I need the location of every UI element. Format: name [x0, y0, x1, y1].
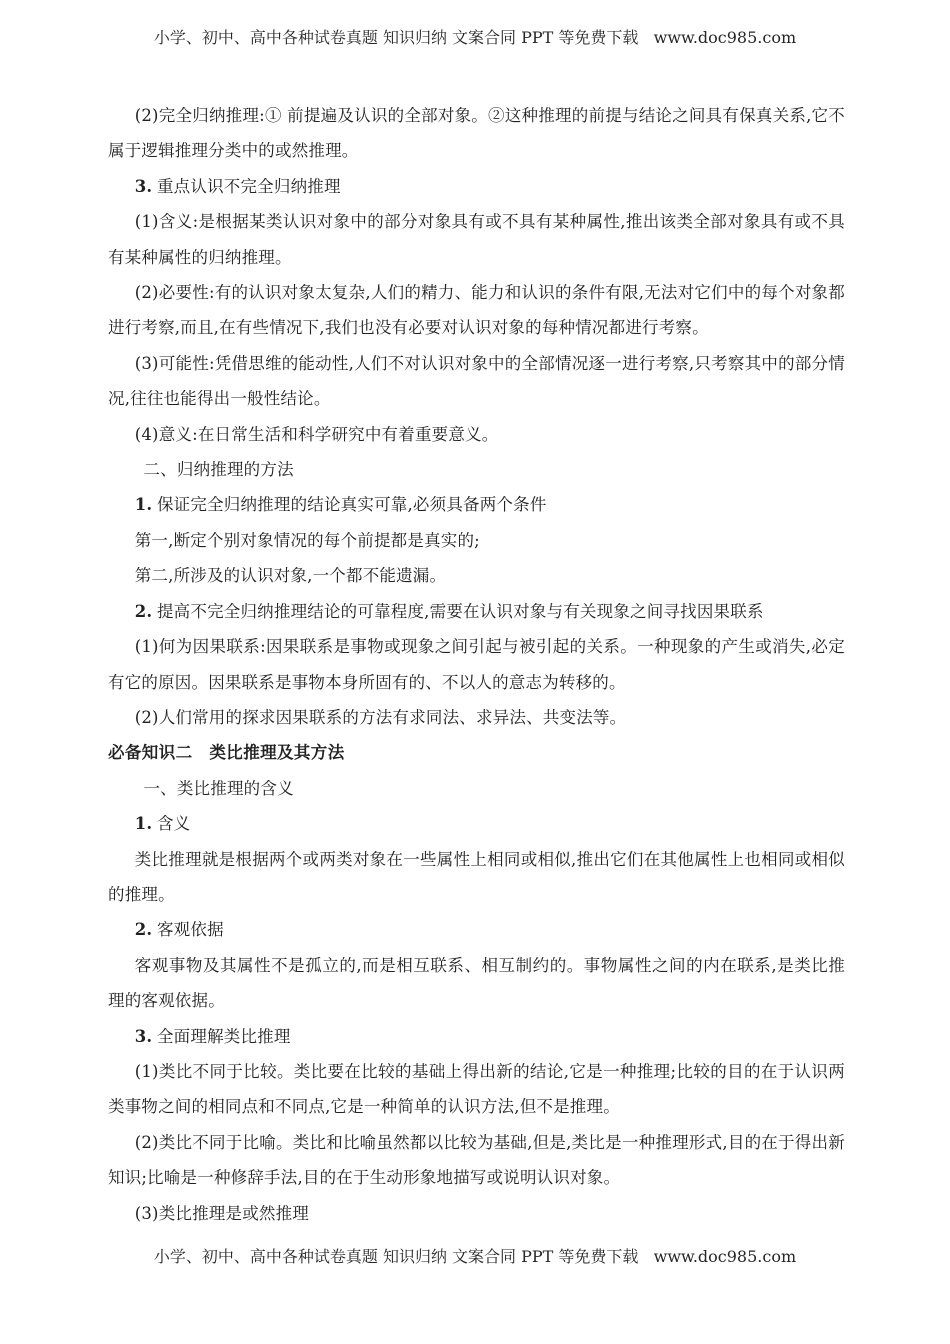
paragraph: 第二,所涉及的认识对象,一个都不能遗漏。: [134, 566, 447, 586]
paragraph: (1)含义:是根据某类认识对象中的部分对象具有或不具有某种属性,推出该类全部对象具有或不具有某种属性的归纳推理。: [108, 212, 845, 267]
paragraph: 客观事物及其属性不是孤立的,而是相互联系、相互制约的。事物属性之间的内在联系,是类比推理的客观依据。: [108, 955, 845, 1011]
paragraph: [108, 1019, 845, 1054]
header-watermark: [0, 27, 950, 49]
footer-url: www.doc985.com: [653, 1247, 797, 1266]
paragraph: [108, 169, 845, 204]
item-number: 3.: [134, 1026, 153, 1046]
item-number: 1.: [134, 814, 153, 834]
footer-watermark-text: 小学、初中、高中各种试卷真题 知识归纳 文案合同 PPT 等免费下载: [153, 1247, 639, 1266]
sub-heading: 二、归纳推理的方法: [143, 460, 294, 480]
item-text: 客观依据: [156, 920, 224, 940]
item-text: 含义: [156, 814, 191, 834]
paragraph: [108, 594, 845, 629]
paragraph: [108, 487, 845, 522]
paragraph: (2)类比不同于比喻。类比和比喻虽然都以比较为基础,但是,类比是一种推理形式,目的在于得出新知识;比喻是一种修辞手法,目的在于生动形象地描写或说明认识对象。: [108, 1132, 845, 1188]
paragraph: 类比推理就是根据两个或两类对象在一些属性上相同或相似,推出它们在其他属性上也相同或相似的推理。: [108, 849, 845, 904]
paragraph: (2)完全归纳推理:① 前提遍及认识的全部对象。②这种推理的前提与结论之间具有保真关系,它不属于逻辑推理分类中的或然推理。: [108, 106, 845, 161]
sub-heading: 一、类比推理的含义: [143, 778, 294, 798]
item-number: 1.: [134, 495, 153, 515]
document-body: [108, 98, 845, 1231]
footer-watermark: [0, 1246, 950, 1268]
item-number: 2.: [134, 920, 153, 940]
item-text: 提高不完全归纳推理结论的可靠程度,需要在认识对象与有关现象之间寻找因果联系: [156, 601, 764, 621]
section-heading: 必备知识二 类比推理及其方法: [108, 743, 345, 763]
paragraph: (2)必要性:有的认识对象太复杂,人们的精力、能力和认识的条件有限,无法对它们中的每个对象都进行考察,而且,在有些情况下,我们也没有必要对认识对象的每种情况都进行考察。: [108, 283, 845, 338]
header-url: www.doc985.com: [653, 28, 797, 47]
paragraph: (2)人们常用的探求因果联系的方法有求同法、求异法、共变法等。: [134, 707, 627, 727]
item-number: 2.: [134, 601, 153, 621]
item-text: 全面理解类比推理: [156, 1026, 291, 1046]
item-number: 3.: [134, 176, 153, 196]
paragraph: (4)意义:在日常生活和科学研究中有着重要意义。: [134, 424, 499, 444]
item-text: 重点认识不完全归纳推理: [156, 176, 341, 196]
paragraph: [108, 806, 845, 841]
header-watermark-text: 小学、初中、高中各种试卷真题 知识归纳 文案合同 PPT 等免费下载: [153, 28, 639, 47]
paragraph: (1)何为因果联系:因果联系是事物或现象之间引起与被引起的关系。一种现象的产生或消失,必定有它的原因。因果联系是事物本身所固有的、不以人的意志为转移的。: [108, 637, 845, 692]
paragraph: (3)类比推理是或然推理: [134, 1203, 309, 1223]
paragraph: 第一,断定个别对象情况的每个前提都是真实的;: [134, 530, 480, 550]
paragraph: (3)可能性:凭借思维的能动性,人们不对认识对象中的全部情况逐一进行考察,只考察其中的部分情况,往往也能得出一般性结论。: [108, 353, 845, 409]
paragraph: (1)类比不同于比较。类比要在比较的基础上得出新的结论,它是一种推理;比较的目的在于认识两类事物之间的相同点和不同点,它是一种简单的认识方法,但不是推理。: [108, 1061, 845, 1117]
item-text: 保证完全归纳推理的结论真实可靠,必须具备两个条件: [156, 495, 547, 515]
paragraph: [108, 912, 845, 947]
